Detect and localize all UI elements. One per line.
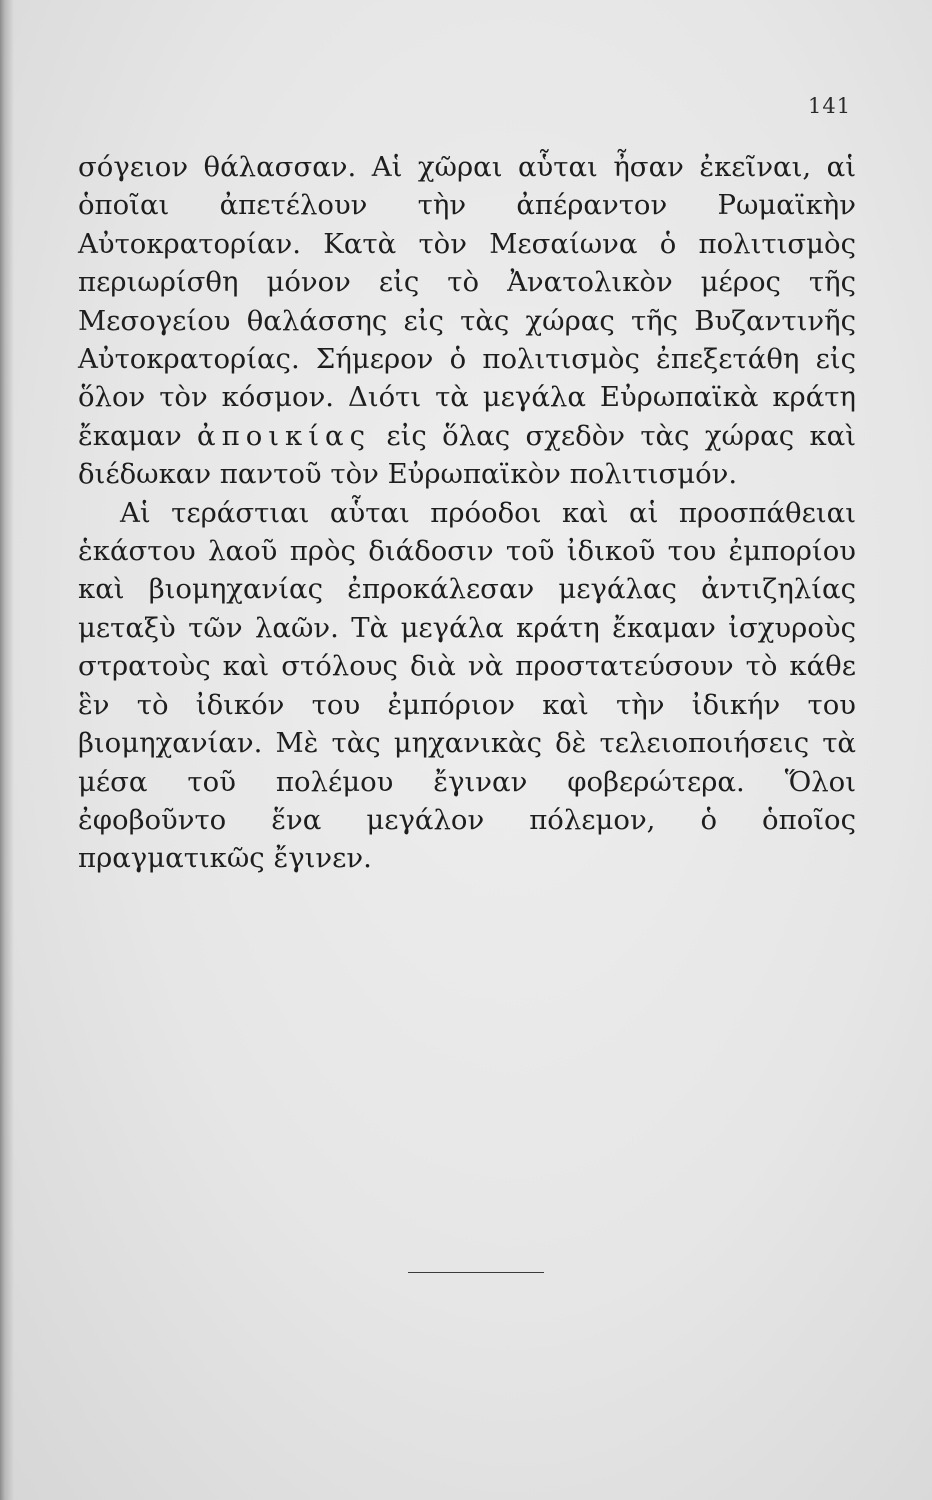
spaced-word: ἀποικίας [197, 419, 371, 452]
paragraph-2-text: Αἱ τεράστιαι αὗται πρόοδοι καὶ αἱ προσπάθειαι ἑκάστου λαοῦ πρὸς διάδοσιν τοῦ ἰδικοῦ του ἐμπορίου καὶ βιομηχανίας ἐπροκάλεσαν μεγάλας ἀντιζηλίας μεταξὺ τῶν λαῶν. Τὰ μεγάλα κράτη ἔκαμαν ἰσχυροὺς στρατοὺς καὶ στόλους διὰ νὰ προστατεύσουν τὸ κάθε ἓν τὸ ἰδικόν του ἐμπόριον καὶ τὴν ἰδικήν του βιομηχανίαν. Μὲ τὰς μηχανικὰς δὲ τελειοποιήσεις τὰ μέσα τοῦ πολέμου ἔγιναν φοβερώτερα. Ὅλοι ἐφοβοῦντο ἕνα μεγάλον πόλεμον, ὁ ὁποῖος πραγματικῶς ἔγινεν. [78, 496, 856, 875]
paragraph-1 [78, 148, 856, 494]
paragraph-2 [78, 494, 856, 878]
paragraph-1-text-a: σόγειον θάλασσαν. Αἱ χῶραι αὗται ἦσαν ἐκεῖναι, αἱ ὁποῖαι ἀπετέλουν τὴν ἀπέραντον Ρωμαϊκὴν Αὐτοκρατορίαν. Κατὰ τὸν Μεσαίωνα ὁ πολιτισμὸς περιωρίσθη μόνον εἰς τὸ Ἀνατολικὸν μέρος τῆς Μεσογείου θαλάσσης εἰς τὰς χώρας τῆς Βυζαντινῆς Αὐτοκρατορίας. Σήμερον ὁ πολιτισμὸς ἐπεξετάθη εἰς ὅλον τὸν κόσμον. Διότι τὰ μεγάλα Εὐρωπαϊκὰ κράτη ἔκαμαν [78, 151, 856, 452]
section-separator-line [408, 1272, 544, 1273]
body-text [78, 148, 856, 878]
page-number: 141 [808, 94, 852, 118]
binding-shadow [0, 0, 14, 1500]
paragraph-1-text-b: εἰς ὅλας σχεδὸν τὰς χώρας καὶ διέδωκαν παντοῦ τὸν Εὐρωπαϊκὸν πολιτισμόν. [78, 419, 856, 491]
